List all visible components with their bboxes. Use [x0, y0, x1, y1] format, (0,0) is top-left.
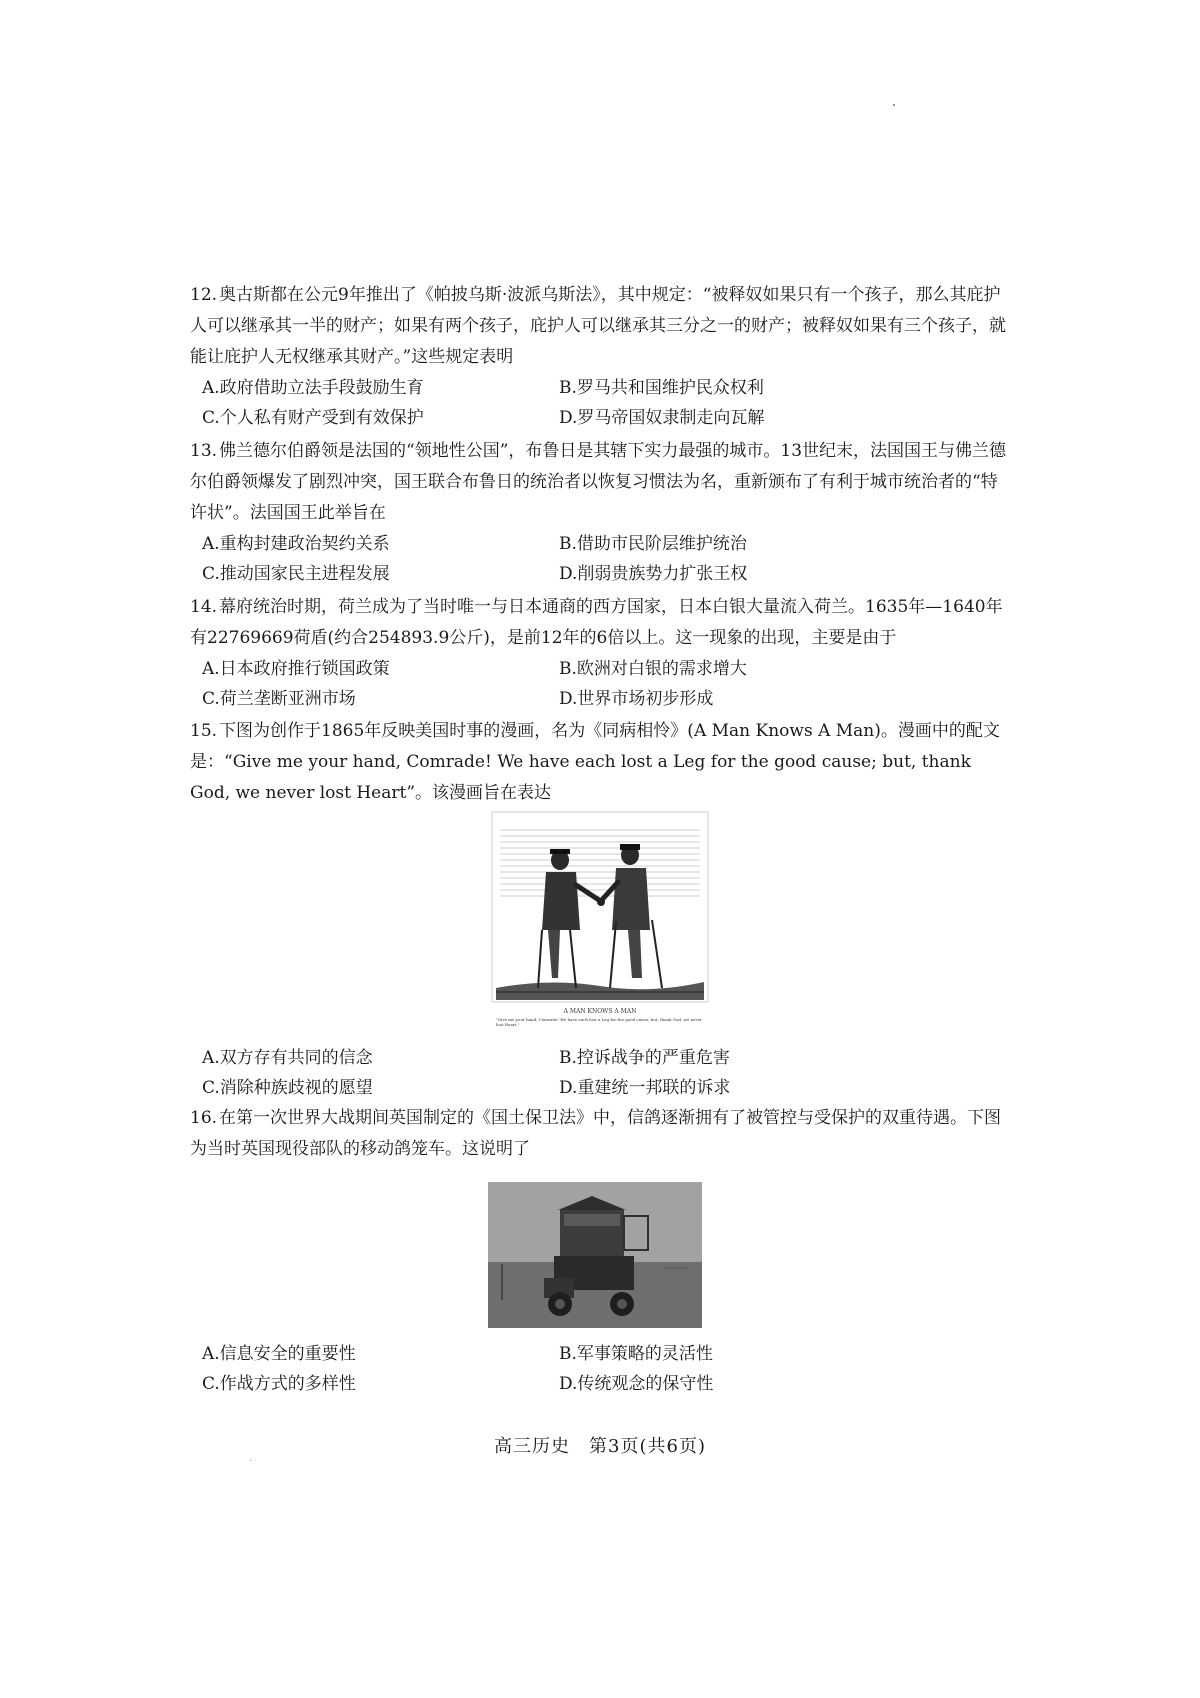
option-c[interactable]: C.个人私有财产受到有效保护 [202, 408, 424, 428]
question-stem [190, 436, 1010, 529]
question-stem [190, 1103, 1010, 1165]
question-13 [190, 436, 1010, 589]
option-d[interactable]: D.削弱贵族势力扩张王权 [559, 564, 748, 584]
option-b[interactable]: B.军事策略的灵活性 [559, 1344, 713, 1364]
question-stem [190, 716, 1010, 809]
question-text: 奥古斯都在公元9年推出了《帕披乌斯·波派乌斯法》，其中规定：“被释奴如果只有一个孩子，那么其庇护人可以继承其一半的财产；如果有两个孩子，庇护人可以继承其三分之一的财产；被释奴如果有三个孩子，就能让庇护人无权继承其财产。”这些规定表明 [190, 285, 1006, 367]
question-number: 16. [190, 1108, 218, 1128]
cartoon-title: A MAN KNOWS A MAN [563, 1008, 637, 1015]
option-a[interactable]: A.日本政府推行锁国政策 [202, 659, 390, 679]
options [190, 1339, 1010, 1399]
cartoon-caption: "Give me your hand, Comrade! We have each lost a Leg for the good cause; but, thank God, we never lost Heart." [496, 1017, 703, 1027]
question-number: 14. [190, 597, 218, 617]
pigeon-cart-photo [488, 1182, 702, 1328]
question-16 [190, 1103, 1010, 1165]
option-b[interactable]: B.欧洲对白银的需求增大 [559, 659, 747, 679]
option-c[interactable]: C.推动国家民主进程发展 [202, 564, 390, 584]
option-d[interactable]: D.重建统一邦联的诉求 [559, 1078, 731, 1098]
question-number: 13. [190, 441, 218, 461]
option-a[interactable]: A.重构封建政治契约关系 [202, 534, 390, 554]
option-c[interactable]: C.消除种族歧视的愿望 [202, 1078, 373, 1098]
question-text: 幕府统治时期，荷兰成为了当时唯一与日本通商的西方国家，日本白银大量流入荷兰。1635年—1640年有22769669荷盾(约合254893.9公斤)，是前12年的6倍以上。这一现象的出现，主要是由于 [190, 597, 1003, 648]
option-a[interactable]: A.双方存有共同的信念 [202, 1048, 373, 1068]
question-12 [190, 280, 1010, 433]
question-text: 佛兰德尔伯爵领是法国的“领地性公国”，布鲁日是其辖下实力最强的城市。13世纪末，法国国王与佛兰德尔伯爵领爆发了剧烈冲突，国王联合布鲁日的统治者以恢复习惯法为名，重新颁布了有利于城市统治者的“特许状”。法国国王此举旨在 [190, 441, 1007, 523]
question-stem [190, 592, 1010, 654]
question-15-options [190, 1043, 1010, 1103]
scan-speck [250, 1460, 251, 1461]
option-a[interactable]: A.政府借助立法手段鼓励生育 [202, 378, 424, 398]
options [190, 654, 1010, 714]
question-text: 在第一次世界大战期间英国制定的《国土保卫法》中，信鸽逐渐拥有了被管控与受保护的双重待遇。下图为当时英国现役部队的移动鸽笼车。这说明了 [190, 1108, 1002, 1159]
question-16-options [190, 1339, 1010, 1399]
options [190, 1043, 1010, 1103]
question-14 [190, 592, 1010, 714]
options [190, 529, 1010, 589]
scan-speck [893, 104, 895, 106]
option-c[interactable]: C.作战方式的多样性 [202, 1374, 356, 1394]
cartoon-illustration [490, 810, 710, 1035]
option-c[interactable]: C.荷兰垄断亚洲市场 [202, 689, 356, 709]
options [190, 373, 1010, 433]
option-b[interactable]: B.罗马共和国维护民众权利 [559, 378, 764, 398]
option-b[interactable]: B.借助市民阶层维护统治 [559, 534, 747, 554]
question-number: 12. [190, 285, 218, 305]
question-stem [190, 280, 1010, 373]
option-a[interactable]: A.信息安全的重要性 [202, 1344, 356, 1364]
option-b[interactable]: B.控诉战争的严重危害 [559, 1048, 730, 1068]
option-d[interactable]: D.传统观念的保守性 [559, 1374, 714, 1394]
question-number: 15. [190, 721, 218, 741]
question-15 [190, 716, 1010, 809]
option-d[interactable]: D.罗马帝国奴隶制走向瓦解 [559, 408, 765, 428]
option-d[interactable]: D.世界市场初步形成 [559, 689, 714, 709]
page-footer: 高三历史 第3页(共6页) [494, 1436, 706, 1457]
question-text: 下图为创作于1865年反映美国时事的漫画，名为《同病相怜》(A Man Knows A Man)。漫画中的配文是：“Give me your hand, Comrade! We have each lost a Leg for the good cause; but, thank God, we never lost Heart”。该漫画旨在表达 [190, 721, 1000, 803]
pigeon-cart-image [488, 1182, 702, 1328]
cartoon-figure [490, 810, 710, 1035]
